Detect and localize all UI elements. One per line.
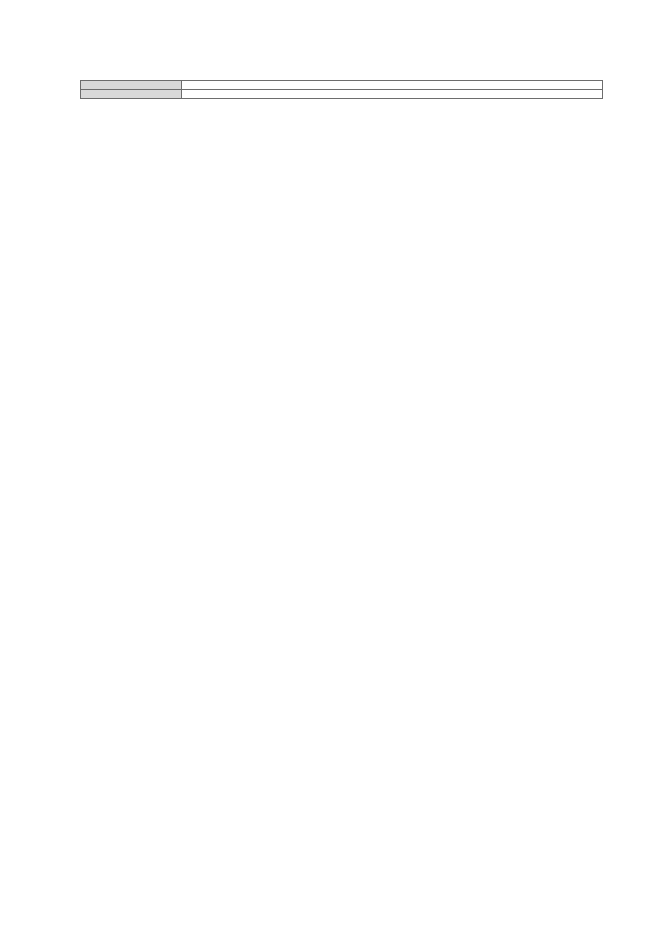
intro-paragraph bbox=[184, 90, 600, 91]
row-content-cell bbox=[181, 80, 603, 90]
table-row bbox=[80, 80, 603, 90]
row-label-cell bbox=[80, 90, 181, 99]
row-label bbox=[81, 81, 181, 89]
table-row bbox=[80, 90, 603, 99]
requirements-table bbox=[80, 80, 603, 99]
row-content-cell bbox=[181, 90, 603, 99]
row-label bbox=[81, 90, 181, 98]
row-label-cell bbox=[80, 80, 181, 90]
